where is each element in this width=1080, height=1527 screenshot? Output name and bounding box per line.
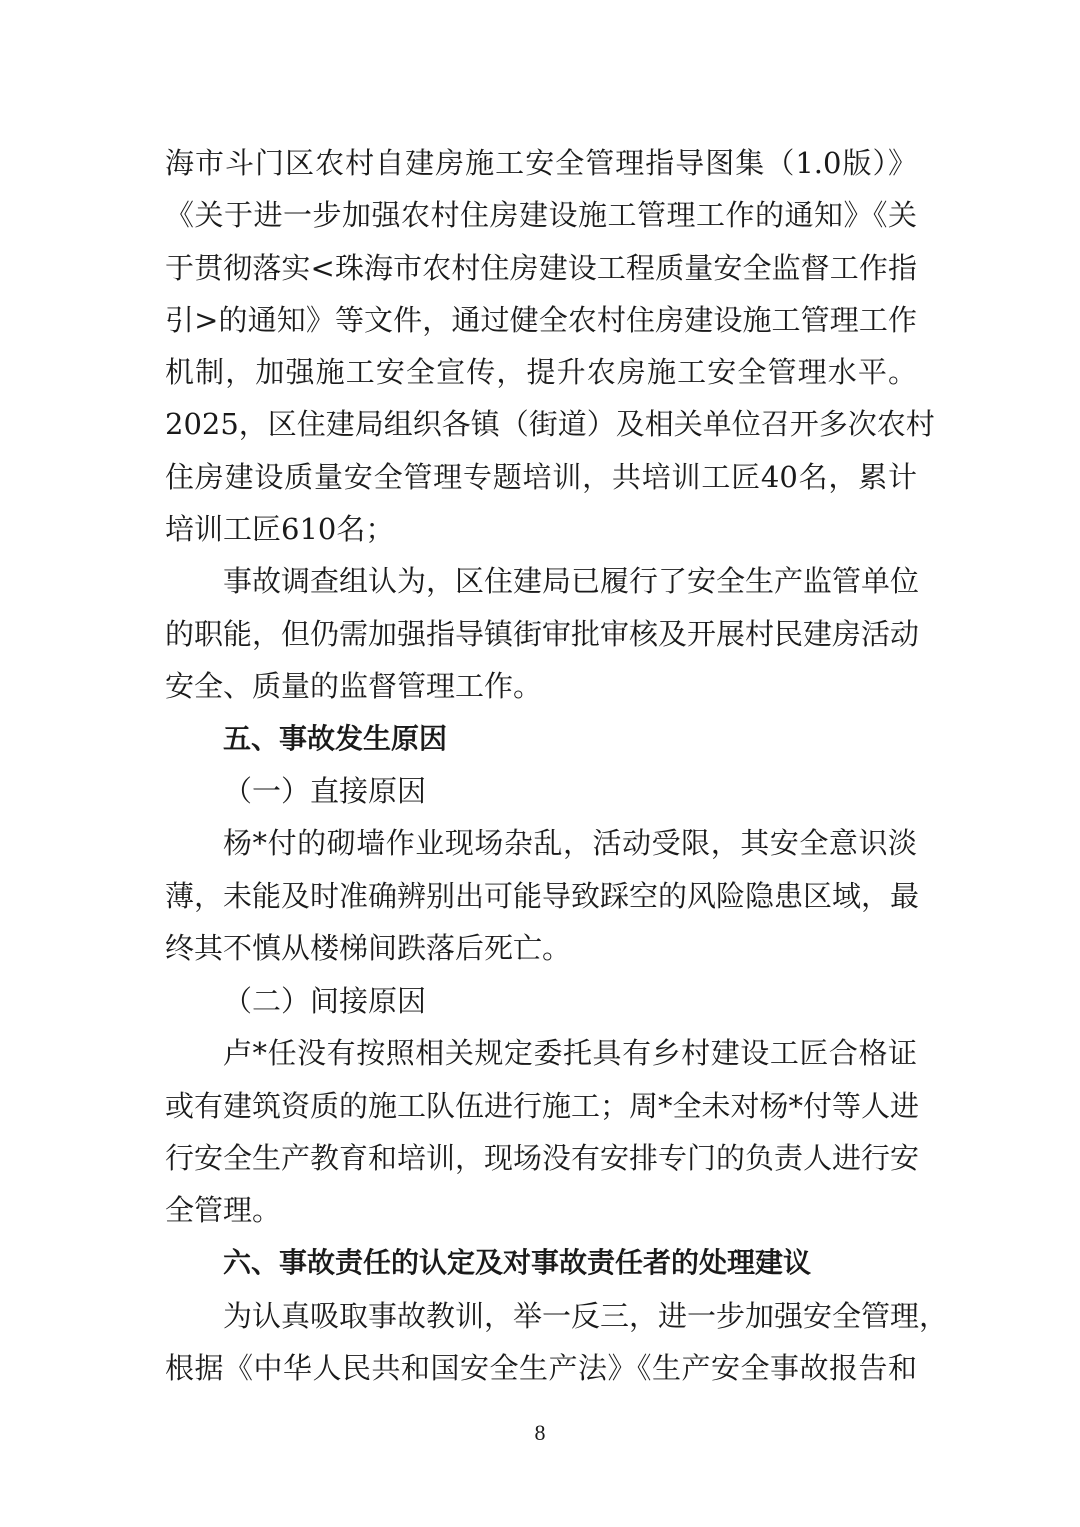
body-line: 的职能，但仍需加强指导镇街审批审核及开展村民建房活动	[165, 617, 920, 651]
section-heading-responsibility: 六、事故责任的认定及对事故责任者的处理建议	[223, 1246, 812, 1279]
body-line: 全管理。	[165, 1193, 282, 1227]
paragraph-first-line: 事故调查组认为，区住建局已履行了安全生产监管单位	[223, 564, 920, 598]
body-line: 《关于进一步加强农村住房建设施工管理工作的通知》《关	[165, 198, 917, 232]
page-number: 8	[534, 1420, 546, 1445]
body-line: 于贯彻落实<珠海市农村住房建设工程质量安全监督工作指	[165, 251, 917, 285]
body-line: 住房建设质量安全管理专题培训，共培训工匠40名，累计	[165, 460, 917, 494]
section-heading-causes: 五、事故发生原因	[223, 722, 448, 755]
paragraph-first-line: 卢*任没有按照相关规定委托具有乡村建设工匠合格证	[223, 1036, 917, 1070]
body-line: 根据《中华人民共和国安全生产法》《生产安全事故报告和	[165, 1351, 917, 1385]
body-line: 行安全生产教育和培训，现场没有安排专门的负责人进行安	[165, 1141, 920, 1175]
body-line: 机制，加强施工安全宣传，提升农房施工安全管理水平。	[165, 355, 917, 389]
paragraph-first-line: 杨*付的砌墙作业现场杂乱，活动受限，其安全意识淡	[223, 826, 917, 860]
body-line: 2025，区住建局组织各镇（街道）及相关单位召开多次农村	[165, 407, 935, 441]
body-line: 安全、质量的监督管理工作。	[165, 669, 543, 703]
subheading-direct-cause: （一）直接原因	[223, 774, 427, 808]
body-line: 培训工匠610名；	[165, 512, 395, 546]
subheading-indirect-cause: （二）间接原因	[223, 984, 427, 1018]
body-line: 终其不慎从楼梯间跌落后死亡。	[165, 931, 572, 965]
body-line: 或有建筑资质的施工队伍进行施工；周*全未对杨*付等人进	[165, 1089, 920, 1123]
body-line: 海市斗门区农村自建房施工安全管理指导图集（1.0版）》	[165, 146, 917, 180]
body-line: 引>的通知》等文件，通过健全农村住房建设施工管理工作	[165, 303, 917, 337]
paragraph-first-line: 为认真吸取事故教训，举一反三，进一步加强安全管理，	[223, 1299, 949, 1333]
body-line: 薄，未能及时准确辨别出可能导致踩空的风险隐患区域，最	[165, 879, 920, 913]
